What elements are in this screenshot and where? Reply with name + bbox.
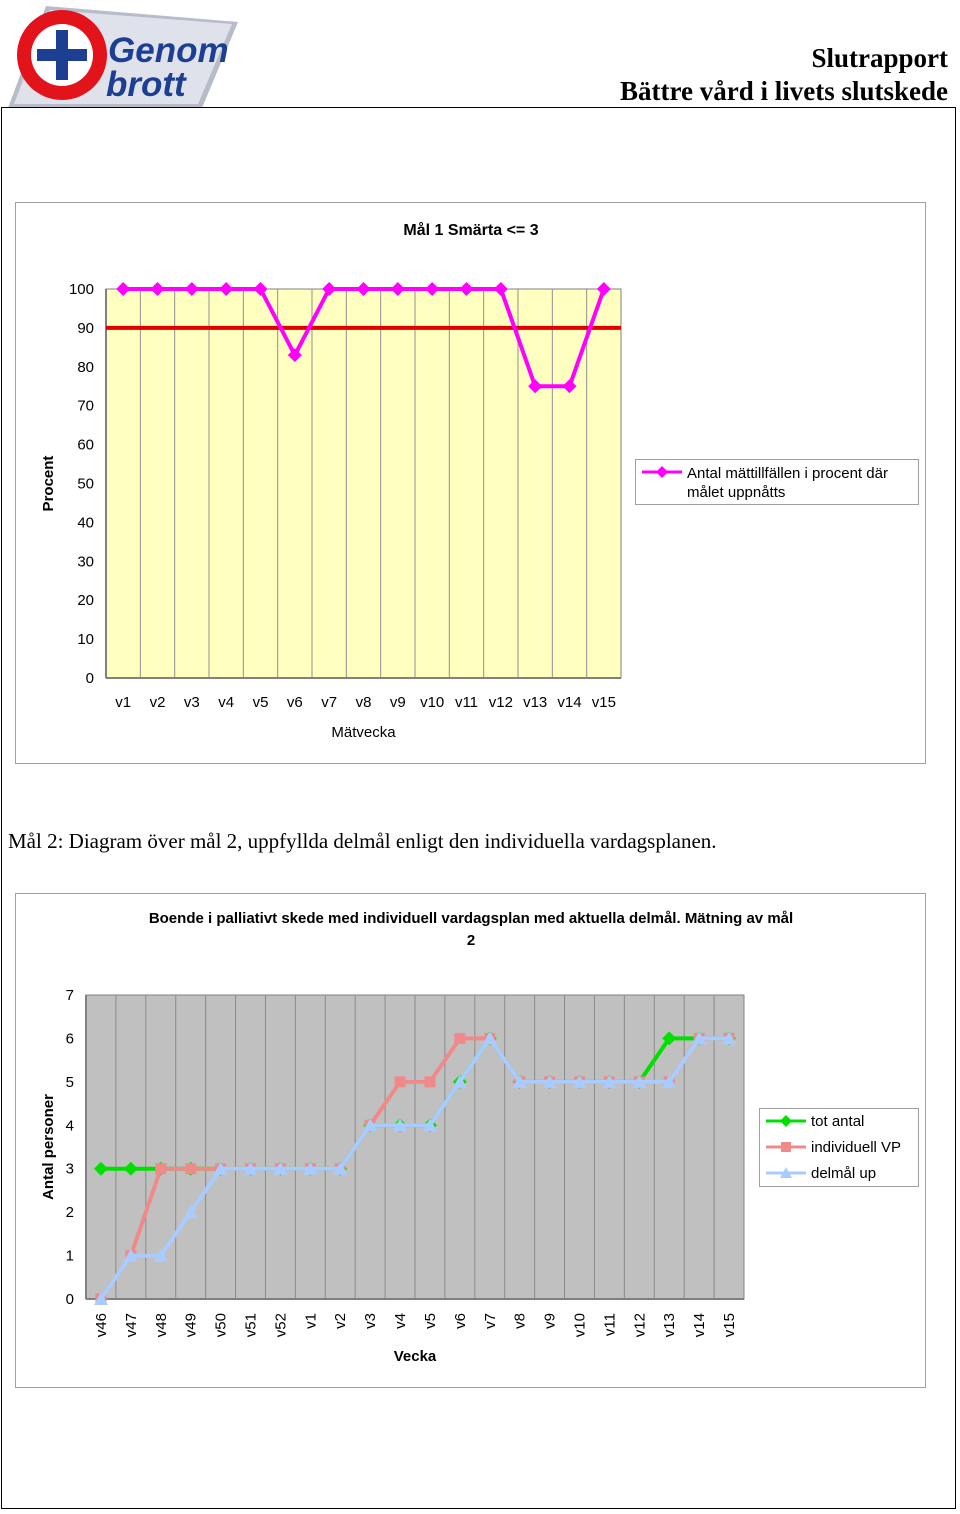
legend-tot-antal-marker (764, 1112, 808, 1130)
chart1-y-tick-label: 100 (68, 281, 94, 298)
chart2-x-tick-label: v12 (631, 1313, 649, 1338)
chart2-title-line1: Boende i palliativt skede med individuell vardagsplan med aktuella delmål. Mätning av mål (148, 910, 794, 927)
legend-item-tot-antal (760, 1112, 918, 1132)
chart1-x-axis-label: Mätvecka (331, 724, 396, 741)
chart2-y-tick-label: 7 (65, 987, 74, 1004)
chart2-individuell-vp-point (185, 1163, 196, 1174)
chart1-x-tick-label: v11 (454, 694, 479, 711)
chart2-title-line2: 2 (466, 932, 476, 949)
chart1-legend (635, 459, 919, 505)
chart1-x-tick-label: v2 (149, 694, 166, 711)
chart2-x-axis-label: Vecka (393, 1348, 437, 1365)
chart1-plot-area (106, 289, 621, 678)
chart2-x-tick-label: v11 (601, 1313, 619, 1337)
chart2-x-tick-label: v52 (272, 1313, 290, 1338)
chart1-x-tick-label: v4 (218, 694, 235, 711)
chart1-y-tick-label: 40 (77, 514, 94, 532)
legend-delmal-up-label: delmål up (811, 1165, 877, 1182)
chart1-x-tick-label: v7 (321, 694, 338, 711)
chart1-x-tick-label: v9 (389, 694, 406, 711)
legend-tot-antal-label: tot antal (811, 1113, 865, 1130)
chart2-legend (759, 1108, 919, 1187)
chart2-x-tick-label: v7 (481, 1313, 499, 1329)
chart1-x-tick-label: v13 (523, 694, 548, 711)
document-title (620, 42, 948, 108)
chart1-y-tick-label: 70 (77, 397, 94, 415)
chart2-x-tick-label: v6 (451, 1313, 469, 1329)
chart1-x-tick-label: v1 (115, 694, 132, 711)
chart2-x-tick-label: v5 (421, 1313, 439, 1329)
chart2-x-tick-label: v9 (541, 1313, 559, 1329)
chart1-y-tick-label: 20 (77, 592, 94, 610)
legend-item-individuell-vp (760, 1138, 918, 1158)
chart2-x-tick-label: v50 (212, 1313, 230, 1338)
chart1-x-tick-label: v12 (488, 694, 513, 711)
chart2-x-tick-label: v46 (92, 1313, 110, 1338)
chart2-y-tick-label: 4 (65, 1117, 74, 1135)
chart1-y-tick-label: 0 (85, 670, 94, 687)
chart2-y-tick-label: 6 (65, 1030, 74, 1048)
chart1-x-tick-label: v8 (355, 694, 372, 711)
chart1-x-tick-label: v3 (183, 694, 200, 711)
legend-series1-label: Antal mättillfällen i procent där målet uppnåtts (687, 465, 888, 501)
chart2-y-tick-label: 3 (65, 1160, 74, 1178)
chart2-individuell-vp-point (424, 1076, 435, 1087)
legend-series1-marker (640, 463, 684, 481)
chart2-x-tick-label: v15 (721, 1313, 739, 1338)
legend-delmal-up-marker (764, 1164, 808, 1182)
chart2-x-tick-label: v10 (571, 1313, 589, 1338)
genombrott-logo (6, 4, 238, 108)
chart1-y-tick-label: 10 (77, 631, 94, 649)
chart2-x-tick-label: v49 (182, 1313, 200, 1338)
chart2-x-tick-label: v2 (332, 1313, 350, 1329)
chart2-x-tick-label: v13 (661, 1313, 679, 1338)
chart1-y-axis-label: Procent (40, 455, 57, 512)
chart1-x-tick-label: v5 (252, 694, 269, 711)
legend-individuell-vp-marker (764, 1138, 808, 1156)
chart1-y-tick-label: 30 (77, 553, 94, 571)
goal2-caption: Mål 2: Diagram över mål 2, uppfyllda delmål enligt den individuella vardagsplanen. (8, 829, 717, 853)
chart2-individuell-vp-point (454, 1033, 465, 1044)
chart2-y-axis-label: Antal personer (40, 1094, 57, 1200)
chart2-x-tick-label: v47 (122, 1313, 140, 1338)
chart2-individuell-vp-point (395, 1076, 406, 1087)
legend-item-delmal-up (760, 1164, 918, 1184)
chart1-y-tick-label: 80 (77, 358, 94, 376)
chart1-y-tick-label: 50 (77, 475, 94, 493)
chart2-y-tick-label: 2 (65, 1204, 74, 1222)
chart1-y-tick-label: 90 (77, 319, 94, 337)
logo-text-line1: Genom (108, 31, 229, 70)
chart1-title: Mål 1 Smärta <= 3 (403, 222, 539, 239)
chart1-y-tick-label: 60 (77, 436, 94, 454)
chart2-x-tick-label: v4 (392, 1313, 410, 1329)
chart1-x-tick-label: v14 (557, 694, 582, 711)
chart2-y-tick-label: 0 (65, 1291, 74, 1308)
chart2-y-tick-label: 5 (65, 1073, 74, 1091)
chart2-x-tick-label: v48 (152, 1313, 170, 1338)
chart1-x-tick-label: v10 (420, 694, 445, 711)
chart2-individuell-vp-point (155, 1163, 166, 1174)
chart2-x-tick-label: v1 (302, 1313, 320, 1329)
chart2-y-tick-label: 1 (65, 1247, 74, 1265)
chart2-x-tick-label: v14 (691, 1313, 709, 1338)
legend-individuell-vp-label: individuell VP (811, 1139, 902, 1156)
title-line2: Bättre vård i livets slutskede (620, 76, 948, 106)
logo-text-line2: brott (106, 65, 186, 104)
chart2-x-tick-label: v3 (362, 1313, 380, 1329)
chart2-x-tick-label: v51 (242, 1313, 260, 1338)
chart1-x-tick-label: v15 (591, 694, 616, 711)
title-line1: Slutrapport (811, 43, 948, 73)
chart1-x-tick-label: v6 (286, 694, 303, 711)
chart2-x-tick-label: v8 (511, 1313, 529, 1329)
